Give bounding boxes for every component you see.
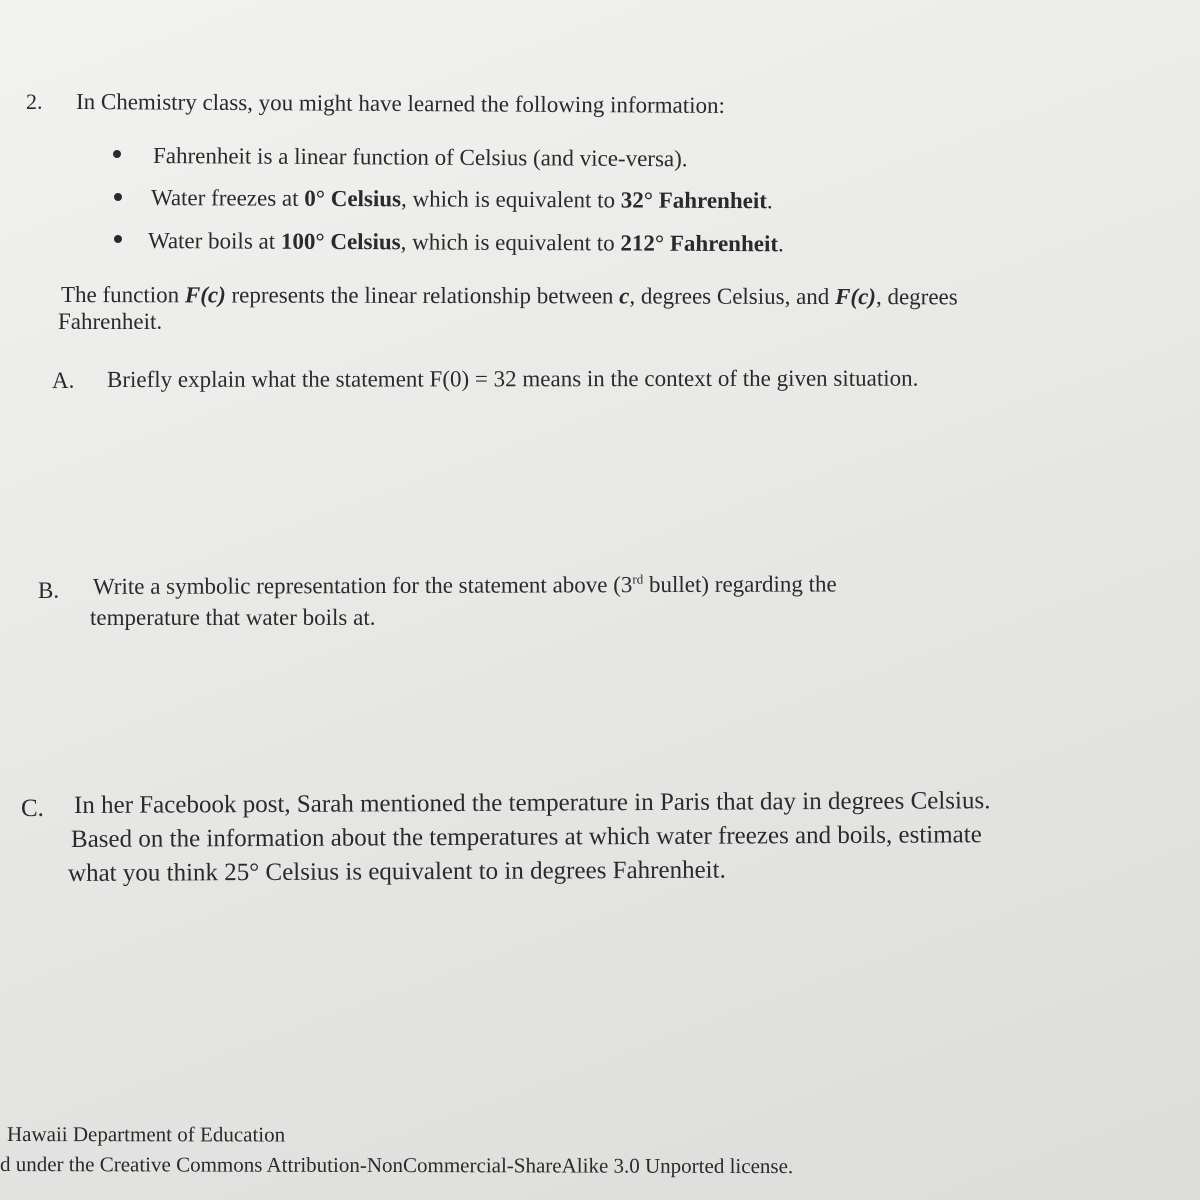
part-b-label: B.: [38, 578, 60, 603]
bullet-icon: [114, 193, 122, 201]
part-a-question: Briefly explain what the statement F(0) = 32 means in the context of the given situation.: [106, 365, 919, 392]
footer-org: Hawaii Department of Education: [6, 1122, 286, 1147]
part-c-question-line1: In her Facebook post, Sarah mentioned the temperature in Paris that day in degrees Celsius.: [73, 787, 991, 819]
bullet-2: Water freezes at 0° Celsius, which is equivalent to 32° Fahrenheit.: [150, 185, 773, 214]
function-description: The function F(c) represents the linear relationship between c, degrees Celsius, and F(c), degrees: [60, 282, 958, 310]
question-intro: In Chemistry class, you might have learned the following information:: [75, 89, 726, 118]
footer-license: d under the Creative Commons Attribution-NonCommercial-ShareAlike 3.0 Unported license.: [0, 1152, 794, 1179]
part-c-label: C.: [21, 795, 44, 822]
bullet-icon: [113, 150, 121, 158]
bullet-3: Water boils at 100° Celsius, which is equivalent to 212° Fahrenheit.: [147, 228, 784, 257]
part-c-question-line3: what you think 25° Celsius is equivalent to in degrees Fahrenheit.: [67, 856, 726, 887]
part-c-question-line2: Based on the information about the temperatures at which water freezes and boils, estimate: [70, 821, 982, 853]
question-number: 2.: [26, 89, 43, 114]
part-b-question-line2: temperature that water boils at.: [90, 605, 376, 630]
part-a-label: A.: [52, 368, 75, 393]
part-b-question-line1: Write a symbolic representation for the statement above (3rd bullet) regarding the: [92, 571, 837, 599]
bullet-icon: [114, 235, 122, 243]
bullet-1: Fahrenheit is a linear function of Celsius (and vice-versa).: [152, 143, 688, 172]
function-description-line2: Fahrenheit.: [58, 309, 163, 334]
